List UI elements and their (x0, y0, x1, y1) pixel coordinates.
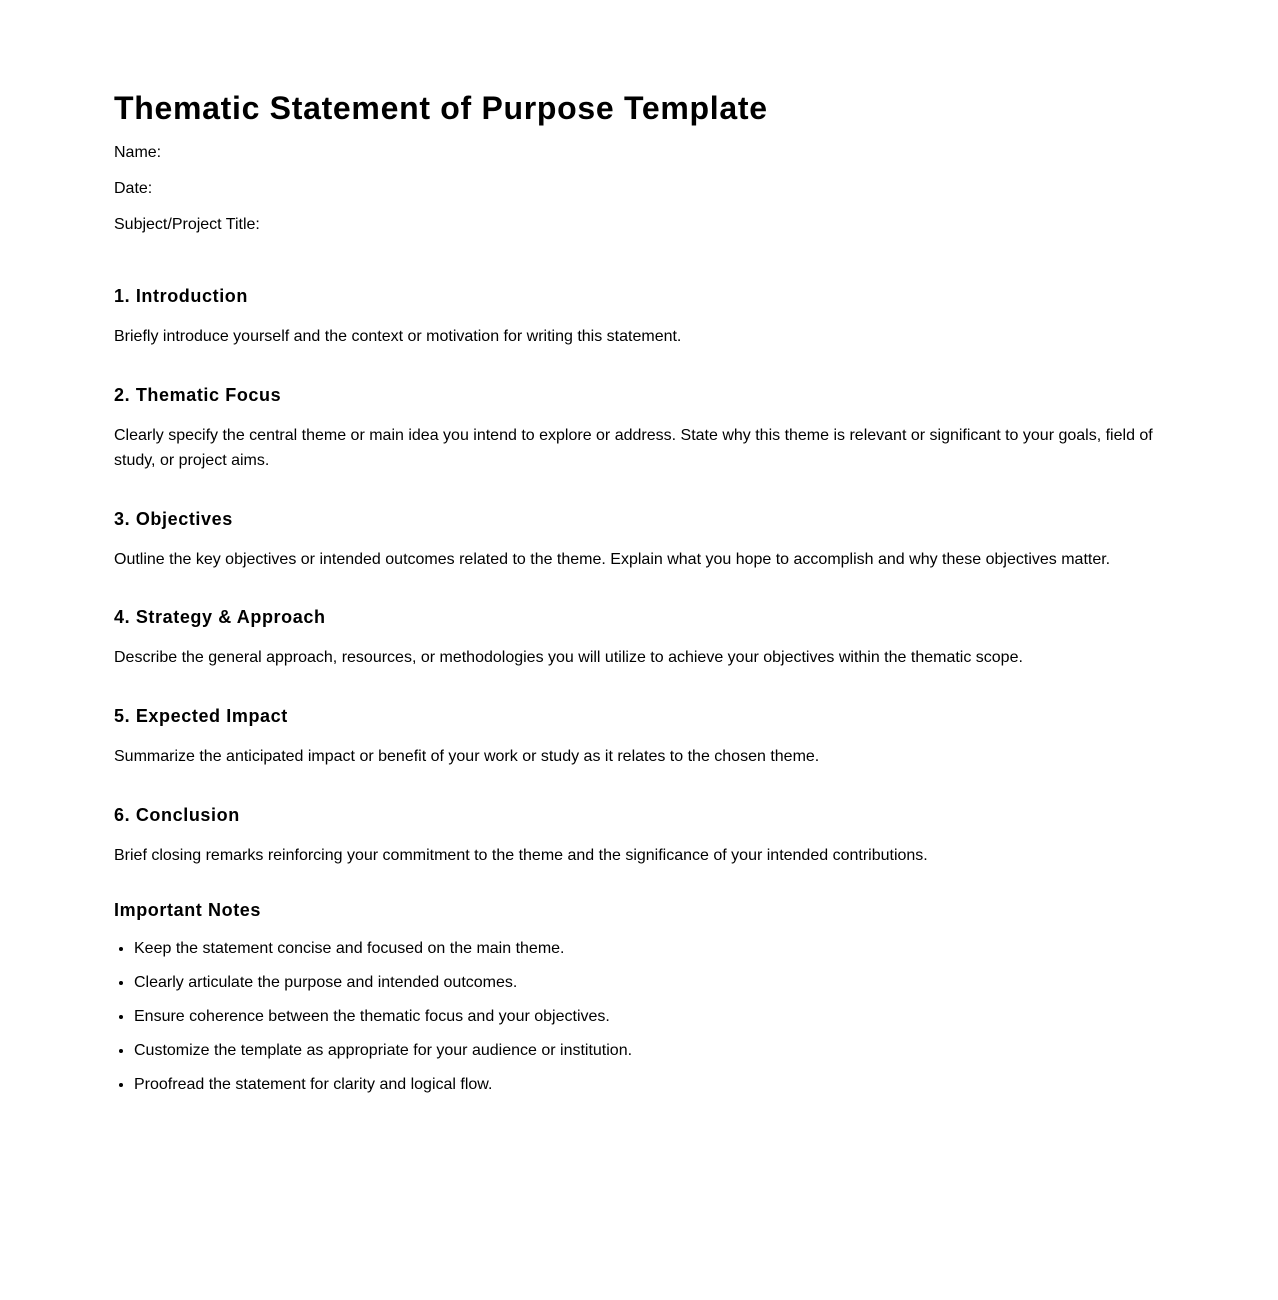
section-heading: 3. Objectives (114, 509, 233, 529)
list-item: • Ensure coherence between the thematic focus and your objectives. (134, 1006, 1174, 1028)
page-title: Thematic Statement of Purpose Template (114, 90, 768, 126)
name-field-label: Name: (114, 144, 162, 161)
subject-field-label: Subject/Project Title: (114, 216, 260, 233)
section-expected-impact (114, 704, 1174, 769)
form-fields (114, 142, 1174, 236)
date-field-label: Date: (114, 180, 153, 197)
list-item: • Clearly articulate the purpose and intended outcomes. (134, 972, 1174, 994)
section-heading: 5. Expected Impact (114, 706, 288, 726)
list-item: • Proofread the statement for clarity and logical flow. (134, 1074, 1174, 1096)
list-item: • Keep the statement concise and focused on the main theme. (134, 938, 1174, 960)
section-body: Outline the key objectives or intended outcomes related to the theme. Explain what you hope to accomplish and why these objectives matter. (114, 551, 1111, 568)
list-item: • Customize the template as appropriate for your audience or institution. (134, 1040, 1174, 1062)
section-heading: 4. Strategy & Approach (114, 607, 326, 627)
section-body: Briefly introduce yourself and the context or motivation for writing this statement. (114, 328, 682, 345)
section-heading: 2. Thematic Focus (114, 385, 282, 405)
section-body: Clearly specify the central theme or main idea you intend to explore or address. State why this theme is relevant or significant to your goals, field of study, or project aims. (114, 427, 1153, 469)
section-heading: 1. Introduction (114, 286, 248, 306)
section-body: Summarize the anticipated impact or benefit of your work or study as it relates to the chosen theme. (114, 748, 820, 765)
notes-list (114, 938, 1174, 1096)
section-heading: 6. Conclusion (114, 805, 240, 825)
section-introduction (114, 284, 1174, 349)
section-conclusion (114, 803, 1174, 868)
section-thematic-focus (114, 383, 1174, 473)
notes-heading: Important Notes (114, 900, 262, 920)
section-objectives (114, 507, 1174, 572)
section-body: Brief closing remarks reinforcing your commitment to the theme and the significance of your intended contributions. (114, 847, 928, 864)
important-notes (114, 898, 1174, 1096)
section-body: Describe the general approach, resources, or methodologies you will utilize to achieve your objectives within the thematic scope. (114, 649, 1023, 666)
section-strategy-approach (114, 605, 1174, 670)
